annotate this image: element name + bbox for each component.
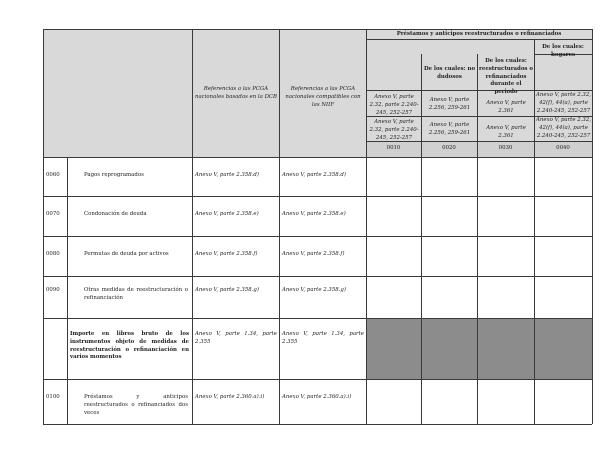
row-label: Pagos reprogramados — [84, 172, 144, 178]
ref-b-0010: Anexo V, parte 2.32, parte 2.240-245, 252-257 — [369, 119, 419, 141]
rule — [366, 29, 367, 424]
header-non-performing: De los cuales: no dudosos — [423, 66, 476, 80]
rule — [421, 54, 422, 424]
rule — [43, 29, 592, 30]
rule — [43, 236, 592, 237]
header-restructured: De los cuales: reestructurados o refinanciados durante el periodo — [479, 58, 533, 96]
ref-b-0040: Anexo V, parte 2.32, 42(f), 44(a), parte 2.240-245, 252-257 — [536, 117, 591, 139]
header-households: De los cuales: hogares — [542, 44, 584, 58]
rule — [43, 424, 592, 425]
shaded-cell — [366, 318, 421, 379]
row-code: 0080 — [46, 251, 60, 257]
header-ref-nif: Referencias a las PCGA nacionales compatibles con las NIIF — [285, 86, 361, 108]
row-ref-nif: Anexo V, parte 2.360.a).i) — [282, 394, 352, 400]
rule — [43, 276, 592, 277]
ref-b-0030: Anexo V, parte 2.361 — [486, 125, 526, 139]
row-ref-nif: Anexo V, parte 1.34, parte 2.355 — [282, 331, 364, 345]
row-ref-ifrs: Anexo V, parte 2.358.f) — [195, 251, 258, 257]
col-code-0020: 0020 — [442, 145, 456, 151]
row-ref-nif: Anexo V, parte 2.358.f) — [282, 251, 345, 257]
col-code-0010: 0010 — [386, 145, 401, 151]
col-code-0030: 0030 — [498, 145, 513, 151]
rule — [43, 196, 592, 197]
ref-a-0020: Anexo V, parte 2.256, 259-261 — [428, 97, 471, 111]
row-ref-nif: Anexo V, parte 2.358.g) — [282, 287, 346, 293]
row-ref-nif: Anexo V, parte 2.358.d) — [282, 172, 346, 178]
row-ref-ifrs: Anexo V, parte 2.358.g) — [195, 287, 259, 293]
row-code: 0060 — [46, 172, 60, 178]
group-title: Préstamos y anticipos reestructurados o refinanciados — [396, 31, 562, 37]
row-ref-nif: Anexo V, parte 2.358.e) — [282, 211, 346, 217]
row-label: Condonación de deuda — [84, 211, 147, 217]
row-label: Permutas de deuda por activos — [84, 251, 169, 257]
shaded-cell — [421, 318, 477, 379]
rule — [477, 54, 478, 424]
header-ref-ifrs: Referencias a las PCGA nacionales basadas en la DCB — [195, 86, 277, 100]
rule — [43, 29, 44, 424]
row-code: 0090 — [46, 287, 60, 293]
rule — [366, 39, 592, 40]
rule — [43, 318, 592, 319]
rule — [43, 379, 592, 380]
row-ref-ifrs: Anexo V, parte 2.360.a).i) — [195, 394, 265, 400]
rule — [192, 29, 193, 424]
rule — [279, 29, 280, 424]
rule — [592, 29, 593, 424]
section-heading: Importe en libros bruto de los instrumentos objeto de medidas de reestructuración o refinanciación en varios momentos — [70, 331, 189, 361]
row-label: Otras medidas de reestructuración o refinanciación — [84, 287, 188, 301]
ref-a-0010: Anexo V, parte 2.32, parte 2.240-245, 252-257 — [369, 94, 419, 116]
ref-a-0040: Anexo V, parte 2.32, 42(f), 44(a), parte 2.240-245, 252-257 — [536, 92, 591, 114]
rule — [43, 157, 592, 158]
row-ref-ifrs: Anexo V, parte 2.358.e) — [195, 211, 259, 217]
rule — [534, 39, 535, 424]
row-code: 0070 — [46, 211, 60, 217]
row-ref-ifrs: Anexo V, parte 2.358.d) — [195, 172, 259, 178]
rule — [67, 157, 68, 424]
row-code: 0100 — [46, 394, 60, 400]
row-label: Préstamos y anticipos reestructurados o refinanciados dos veces — [84, 394, 188, 416]
col-code-0040: 0040 — [556, 145, 570, 151]
ref-a-0030: Anexo V, parte 2.361 — [486, 100, 526, 114]
row-ref-ifrs: Anexo V, parte 1.34, parte 2.355 — [195, 331, 277, 345]
shaded-cell — [477, 318, 534, 379]
shaded-cell — [534, 318, 592, 379]
ref-b-0020: Anexo V, parte 2.256, 259-261 — [428, 122, 471, 136]
